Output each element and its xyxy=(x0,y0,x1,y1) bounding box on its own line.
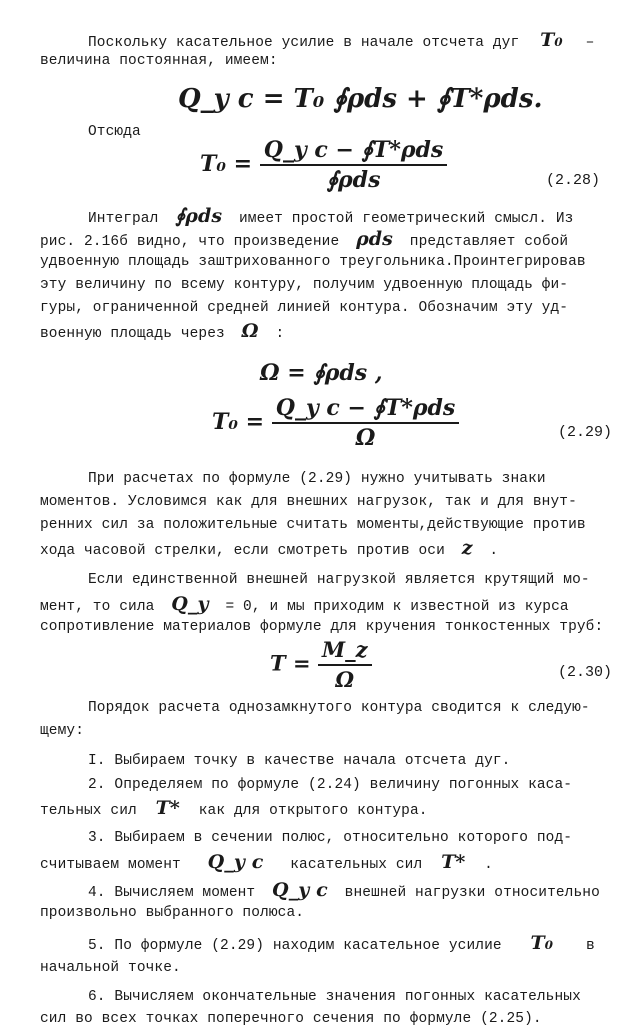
text-span: представляет собой xyxy=(409,234,569,250)
equation-2-29 xyxy=(212,394,459,452)
fraction-denominator: Ω xyxy=(335,667,355,692)
text-span: 6. Вычисляем окончательные значения погонных касательных xyxy=(88,989,581,1005)
text-span: касательных сил xyxy=(290,857,423,873)
text-span: рис. 2.16б видно, что произведение xyxy=(40,234,340,250)
fraction-numerator: M_z xyxy=(318,636,372,666)
text-span: величина постоянная, имеем: xyxy=(40,53,278,69)
text-span: . xyxy=(489,543,499,559)
text-line xyxy=(40,538,498,561)
text-span: мент, то сила xyxy=(40,599,155,615)
symbol-t0: T₀ xyxy=(540,29,563,51)
equation-lhs: T = xyxy=(270,650,311,676)
list-item xyxy=(88,933,595,956)
list-item xyxy=(88,987,581,1007)
text-line xyxy=(88,469,546,489)
symbol-t0: T₀ xyxy=(530,932,554,954)
text-line xyxy=(40,229,568,252)
text-line xyxy=(88,570,590,590)
text-line xyxy=(40,721,84,741)
text-span: ренних сил за положительные считать моменты,действующие против xyxy=(40,517,586,533)
text-span: эту величину по всему контуру, получим удвоенную площадь фи- xyxy=(40,277,569,293)
text-span: Интеграл xyxy=(88,211,159,227)
symbol-omega: Ω xyxy=(241,320,259,342)
symbol-t-star: T* xyxy=(441,851,466,873)
text-span: Если единственной внешней нагрузкой является крутящий мо- xyxy=(88,572,590,588)
text-span: как для открытого контура. xyxy=(198,803,428,819)
text-span: Поскольку касательное усилие в начале отсчета дуг xyxy=(88,35,520,51)
text-span: внешней нагрузки относительно xyxy=(344,885,600,901)
text-span: При расчетах по формуле (2.29) нужно учитывать знаки xyxy=(88,471,546,487)
fraction xyxy=(272,394,460,452)
equation-number: (2.29) xyxy=(558,424,613,441)
symbol-z: z xyxy=(461,537,473,559)
text-span: щему: xyxy=(40,723,85,739)
list-item xyxy=(88,751,510,771)
list-item xyxy=(88,880,600,903)
text-span: считываем момент xyxy=(40,857,181,873)
text-line xyxy=(40,515,586,535)
equation-2-28 xyxy=(200,136,447,194)
text-span: Порядок расчета однозамкнутого контура сводится к следую- xyxy=(88,700,590,716)
text-span: 2. Определяем по формуле (2.24) величину погонных каса- xyxy=(88,777,573,793)
text-span: тельных сил xyxy=(40,803,137,819)
text-span: 4. Вычисляем момент xyxy=(88,885,256,901)
equation-number: (2.30) xyxy=(558,664,613,681)
equation-lhs: T₀ = xyxy=(212,409,265,435)
text-line xyxy=(40,321,284,344)
text-line xyxy=(40,958,181,978)
text-line xyxy=(88,30,594,53)
list-item xyxy=(88,828,572,848)
text-span: военную площадь через xyxy=(40,326,225,342)
text-span: 3. Выбираем в сечении полюс, относительно которого под- xyxy=(88,830,573,846)
text-span: хода часовой стрелки, если смотреть против оси xyxy=(40,543,445,559)
symbol-qyc: Q_y c xyxy=(272,879,328,901)
text-line xyxy=(40,798,428,821)
text-span: : xyxy=(275,326,285,342)
equation-lhs: T₀ = xyxy=(200,151,253,177)
text-span: имеет простой геометрический смысл. Из xyxy=(238,211,574,227)
equation-2-30 xyxy=(270,636,372,694)
text-line xyxy=(40,903,304,923)
text-span: сил во всех точках поперечного сечения по формуле (2.25). xyxy=(40,1011,542,1027)
equation-omega: Ω = ∮ρds , xyxy=(260,360,383,386)
text-span: I. Выбираем точку в качестве начала отсчета дуг. xyxy=(88,753,511,769)
fraction-denominator: ∮ρds xyxy=(326,167,381,193)
text-line xyxy=(88,206,573,229)
text-span: в xyxy=(585,938,595,954)
text-line xyxy=(40,252,586,272)
text-line xyxy=(40,1009,542,1029)
text-span: = 0, и мы приходим к известной из курса xyxy=(225,599,569,615)
symbol-integral: ∮ρds xyxy=(175,205,223,227)
text-line xyxy=(40,492,577,512)
equation-main: Q_y c = T₀ ∮ρds + ∮T*ρds. xyxy=(178,84,543,114)
text-span: сопротивление материалов формуле для кручения тонкостенных труб: xyxy=(40,619,604,635)
text-line xyxy=(88,122,141,142)
text-span: Отсюда xyxy=(88,124,141,140)
text-span: произвольно выбранного полюса. xyxy=(40,905,305,921)
fraction-numerator: Q_y c − ∮T*ρds xyxy=(260,136,448,166)
symbol-qyc: Q_y c xyxy=(207,851,264,873)
text-line xyxy=(88,698,590,718)
fraction-numerator: Q_y c − ∮T*ρds xyxy=(272,394,460,424)
text-span: 5. По формуле (2.29) находим касательное усилие xyxy=(88,938,502,954)
text-line xyxy=(40,275,568,295)
text-span: гуры, ограниченной средней линией контура. Обозначим эту уд- xyxy=(40,300,569,316)
list-item xyxy=(88,775,572,795)
text-span: моментов. Условимся как для внешних нагрузок, так и для внут- xyxy=(40,494,577,510)
text-span: начальной точке. xyxy=(40,960,181,976)
text-span: . xyxy=(484,857,493,873)
symbol-t-star: T* xyxy=(155,797,180,819)
text-span: удвоенную площадь заштрихованного треугольника.Проинтегрировав xyxy=(40,254,586,270)
symbol-qy: Q_y xyxy=(171,593,209,615)
fraction-denominator: Ω xyxy=(355,425,376,451)
text-span: – xyxy=(585,35,595,51)
text-line xyxy=(40,51,278,71)
equation-number: (2.28) xyxy=(546,172,601,189)
text-line xyxy=(40,852,493,875)
fraction xyxy=(318,636,372,694)
text-line xyxy=(40,298,568,318)
symbol-rho-ds: ρds xyxy=(356,228,393,250)
text-line xyxy=(40,617,603,637)
text-line xyxy=(40,594,569,617)
fraction xyxy=(260,136,448,194)
